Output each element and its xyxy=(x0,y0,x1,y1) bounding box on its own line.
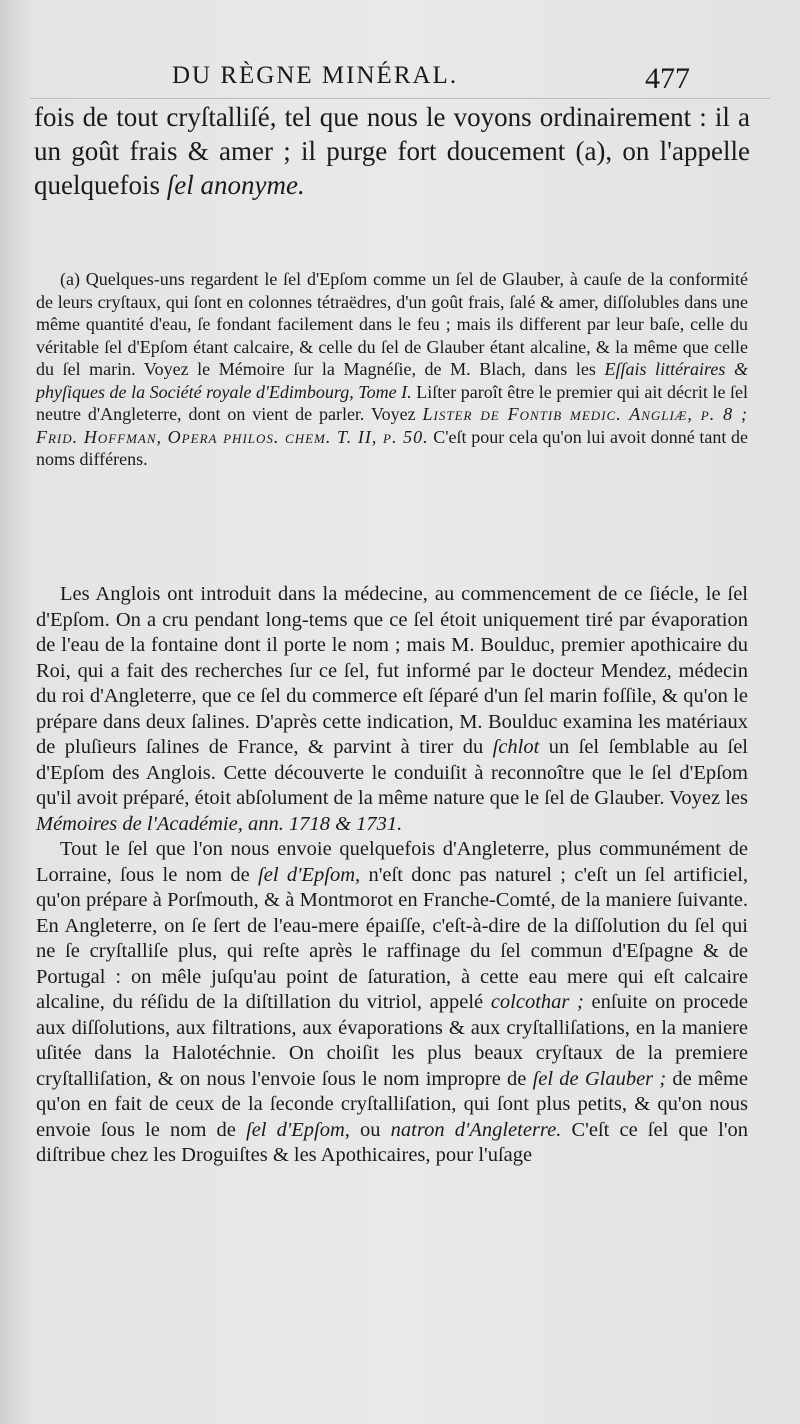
paragraph-2-text-a: Tout le ſel que l'on nous envoie quelquefois d'Angleterre, plus communément de Lorraine, ſous le nom de xyxy=(36,838,748,886)
paragraph-1-italic-a: ſchlot xyxy=(492,736,540,758)
footnote-text-3: C'eſt pour cela qu'on lui avoit donné tant de noms différens. xyxy=(36,426,748,469)
footnote xyxy=(36,268,748,471)
paragraph-1-text-b: un ſel ſemblable au ſel d'Epſom des Anglois. Cette découverte le conduiſit à reconnoître que le ſel d'Epſom qu'il avoit préparé, étoit abſolument de la même nature que le ſel de Glauber. Voyez les xyxy=(36,736,749,809)
paragraph-2-text-e: ou xyxy=(360,1118,381,1141)
paragraph-1-italic-b: Mémoires de l'Académie, ann. 1718 & 1731. xyxy=(36,812,403,835)
paragraph-1 xyxy=(36,582,748,837)
paragraph-2-text-c: enſuite on procede aux diſſolutions, aux filtrations, aux évaporations & aux cryſtalliſations, en la maniere uſitée dans la Halotéchnie. On choiſit les plus beaux cryſtaux de la premiere cryſtalliſation, & on nous l'envoie ſous le nom impropre de xyxy=(36,991,748,1090)
paragraph-2-text-d: de même qu'on en fait de ceux de la ſeconde cryſtalliſation, qui ſont plus petits, & qu'on nous envoie ſous le nom de xyxy=(36,1067,749,1141)
continued-paragraph xyxy=(34,100,750,202)
paragraph-2-italic-a: ſel d'Epſom, xyxy=(258,863,361,886)
footnote-text-2: Liſter paroît être le premier qui ait décrit le ſel neutre d'Angleterre, dont on vient de parler. Voyez xyxy=(36,381,748,424)
paragraph-2-italic-b: colcothar ; xyxy=(490,991,584,1013)
paragraph-2-italic-d: ſel d'Epſom, xyxy=(246,1118,350,1141)
header-rule xyxy=(30,98,770,99)
paragraph-2-text-b: n'eſt donc pas naturel ; c'eſt un ſel artificiel, qu'on prépare à Porſmouth, & à Montmorot en Franche-Comté, de la maniere ſuivante. En Angleterre, on ſe ſert de l'eau-mere épaiſſe, c'eſt-à-dire de la diſſolution du ſel qui ne ſe cryſtalliſe plus, qui reſte après le raffinage du ſel commun d'Eſpagne & de Portugal : on mêle juſqu'au point de ſaturation, à cette eau mere qui eſt calcaire alcaline, du réſidu de la diſtillation du vitriol, appelé xyxy=(36,863,749,1013)
running-title: DU RÈGNE MINÉRAL. xyxy=(172,62,459,89)
footnote-citation-1: Eſſais littéraires & phyſiques de la Société royale d'Edimbourg, Tome I. xyxy=(36,359,748,402)
continued-paragraph-italic: ſel anonyme. xyxy=(166,170,305,200)
continued-paragraph-text: fois de tout cryſtalliſé, tel que nous le voyons ordinairement : il a un goût frais & amer ; il purge fort doucement (a), on l'appelle quelquefois xyxy=(34,102,750,200)
paragraph-1-text-a: Les Anglois ont introduit dans la médecine, au commencement de ce ſiécle, le ſel d'Epſom. On a cru pendant long-tems que ce ſel étoit uniquement tiré par évaporation de l'eau de la fontaine dont il porte le nom ; mais M. Boulduc, premier apothicaire du Roi, qui a fait des recherches ſur ce ſel, fut informé par le docteur Mendez, médecin du roi d'Angleterre, que ce ſel du commerce eſt ſéparé d'un ſel marin foſſile, & qu'on le prépare dans deux ſalines. D'après cette indication, M. Boulduc examina les matériaux de pluſieurs ſalines de France, & parvint à tirer du xyxy=(36,583,748,758)
footnote-citation-2: Lister de Fontib medic. Angliæ, p. 8 ; Frid. Hoffman, Opera philoſ. chem. T. II, p. 50. xyxy=(36,404,749,447)
paragraph-2 xyxy=(36,837,748,1169)
main-text xyxy=(36,582,748,1169)
footnote-text-1: (a) Quelques-uns regardent le ſel d'Epſom comme un ſel de Glauber, à cauſe de la conformité de leurs cryſtaux, qui ſont en colonnes tétraëdres, d'un goût frais, ſalé & amer, diſſolubles dans une même quantité d'eau, ſe fondant facilement dans le feu ; mais ils different par leur baſe, celle du véritable ſel d'Epſom étant calcaire, & celle du ſel de Glauber étant alcaline, & la même que celle du ſel marin. Voyez le Mémoire ſur la Magnéſie, de M. Blach, dans les xyxy=(36,269,748,379)
paragraph-2-italic-c: ſel de Glauber ; xyxy=(532,1067,667,1090)
paragraph-2-italic-e: natron d'Angleterre. xyxy=(390,1118,562,1141)
page-number: 477 xyxy=(645,62,690,95)
paragraph-2-text-f: C'eſt ce ſel que l'on diſtribue chez les Droguiſtes & les Apothicaires, pour l'uſage xyxy=(36,1118,749,1166)
